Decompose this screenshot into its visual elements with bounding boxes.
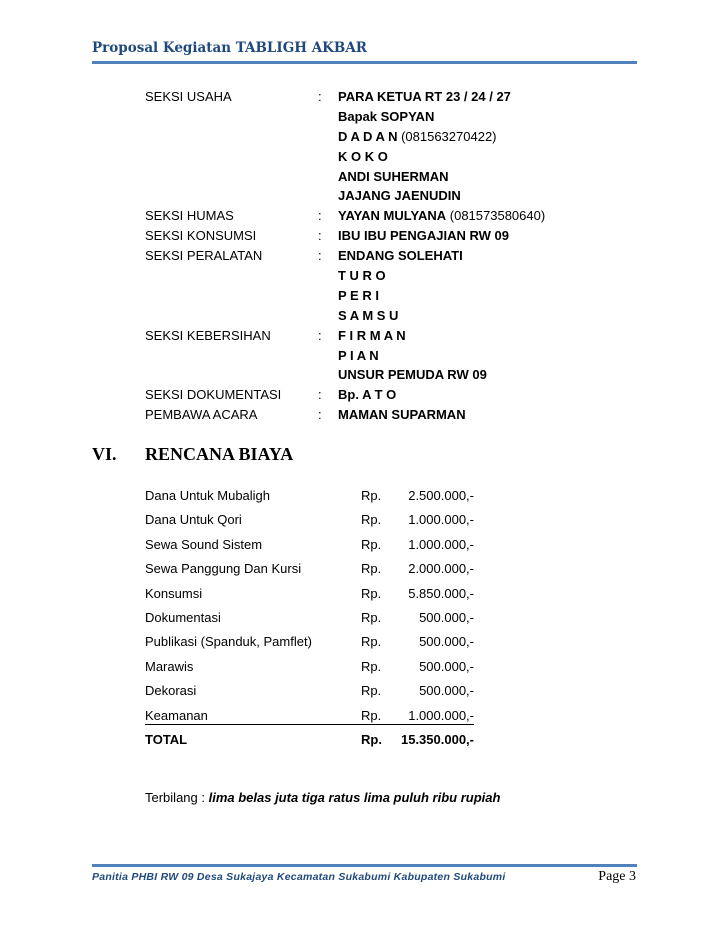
role-person xyxy=(338,286,379,306)
role-person-name: Bp. A T O xyxy=(338,387,397,403)
budget-row xyxy=(145,679,480,703)
budget-row xyxy=(145,533,480,557)
role-person-name: ANDI SUHERMAN xyxy=(338,168,449,184)
role-row xyxy=(145,127,645,147)
role-person xyxy=(338,266,386,286)
role-row xyxy=(145,405,645,425)
budget-item: Sewa Panggung Dan Kursi xyxy=(145,561,302,577)
role-person-name: ENDANG SOLEHATI xyxy=(338,248,463,264)
role-person xyxy=(338,87,511,107)
role-colon xyxy=(318,365,338,385)
role-colon xyxy=(318,266,338,286)
budget-amount: 5.850.000,- xyxy=(408,585,474,601)
budget-item: Dana Untuk Qori xyxy=(145,512,242,528)
role-person-name: UNSUR PEMUDA RW 09 xyxy=(338,367,487,383)
budget-amount: 2.000.000,- xyxy=(408,561,474,577)
role-row xyxy=(145,87,645,107)
role-colon: : xyxy=(318,387,322,403)
header-title: Proposal Kegiatan TABLIGH AKBAR xyxy=(92,40,368,56)
role-row xyxy=(145,306,645,326)
budget-item: Konsumsi xyxy=(145,585,203,601)
role-person-name: F I R M A N xyxy=(338,327,406,343)
role-label xyxy=(145,167,318,187)
budget-amount: 1.000.000,- xyxy=(408,536,474,552)
page-number: Page 3 xyxy=(598,869,636,884)
role-person-name: Bapak SOPYAN xyxy=(338,108,435,124)
role-person-name: S A M S U xyxy=(338,307,399,323)
budget-item: Dekorasi xyxy=(145,683,197,699)
role-row xyxy=(145,365,645,385)
role-label xyxy=(145,147,318,167)
role-label xyxy=(145,127,318,147)
role-person xyxy=(338,167,449,187)
role-colon xyxy=(318,286,338,306)
role-row xyxy=(145,147,645,167)
role-person xyxy=(338,127,497,147)
role-person-name: IBU IBU PENGAJIAN RW 09 xyxy=(338,228,509,244)
budget-amount: 500.000,- xyxy=(419,609,474,625)
role-colon xyxy=(318,346,338,366)
role-colon: : xyxy=(318,407,322,423)
budget-amount: 1.000.000,- xyxy=(408,707,474,723)
budget-amount: 2.500.000,- xyxy=(408,488,474,503)
role-person xyxy=(338,246,463,266)
role-label: SEKSI PERALATAN xyxy=(145,248,263,264)
role-colon xyxy=(318,127,338,147)
section-title: RENCANA BIAYA xyxy=(145,444,294,464)
role-person-name: PARA KETUA RT 23 / 24 / 27 xyxy=(338,89,511,104)
role-label: SEKSI KONSUMSI xyxy=(145,228,257,244)
role-person xyxy=(338,346,379,366)
role-person-phone: (081573580640) xyxy=(446,208,546,224)
budget-currency: Rp. xyxy=(361,488,382,503)
role-label: PEMBAWA ACARA xyxy=(145,407,258,423)
role-label xyxy=(145,306,318,326)
budget-currency: Rp. xyxy=(361,683,382,699)
role-row xyxy=(145,326,645,346)
role-label xyxy=(145,186,318,206)
role-colon: : xyxy=(318,327,322,343)
role-label xyxy=(145,346,318,366)
role-person xyxy=(338,326,406,346)
budget-row xyxy=(145,606,480,630)
role-row xyxy=(145,107,645,127)
budget-currency: Rp. xyxy=(361,536,382,552)
role-label: SEKSI HUMAS xyxy=(145,208,234,224)
role-colon xyxy=(318,306,338,326)
budget-item: Dana Untuk Mubaligh xyxy=(145,488,271,503)
total-label: TOTAL xyxy=(145,731,188,747)
role-row xyxy=(145,186,645,206)
budget-item: Sewa Sound Sistem xyxy=(145,536,263,552)
budget-currency: Rp. xyxy=(361,585,382,601)
budget-row xyxy=(145,582,480,606)
budget-row xyxy=(145,630,480,654)
budget-item: Dokumentasi xyxy=(145,609,221,625)
budget-row xyxy=(145,508,480,532)
budget-row xyxy=(145,655,480,679)
role-colon: : xyxy=(318,228,322,244)
header-divider xyxy=(92,61,637,64)
role-person xyxy=(338,385,396,405)
terbilang-label: Terbilang : xyxy=(145,790,209,805)
role-row xyxy=(145,346,645,366)
budget-amount: 1.000.000,- xyxy=(408,512,474,528)
committee-roles-list xyxy=(145,87,645,425)
role-label: SEKSI USAHA xyxy=(145,89,232,104)
role-row xyxy=(145,385,645,405)
budget-item: Keamanan xyxy=(145,707,208,723)
role-colon xyxy=(318,147,338,167)
budget-row xyxy=(145,704,480,728)
role-colon xyxy=(318,107,338,127)
budget-item: Marawis xyxy=(145,658,194,674)
role-label xyxy=(145,286,318,306)
role-person-name: P E R I xyxy=(338,287,379,303)
role-person xyxy=(338,147,388,167)
section-number: VI. xyxy=(92,444,117,464)
budget-currency: Rp. xyxy=(361,609,382,625)
budget-amount: 500.000,- xyxy=(419,683,474,699)
budget-currency: Rp. xyxy=(361,512,382,528)
budget-currency: Rp. xyxy=(361,658,382,674)
role-row xyxy=(145,167,645,187)
role-row xyxy=(145,286,645,306)
budget-currency: Rp. xyxy=(361,707,382,723)
footer-divider xyxy=(92,864,637,867)
total-currency: Rp. xyxy=(361,731,382,747)
role-person-name: MAMAN SUPARMAN xyxy=(338,407,466,423)
role-person xyxy=(338,107,434,127)
role-person-name: D A D A N xyxy=(338,128,398,144)
role-colon: : xyxy=(318,89,322,104)
role-person xyxy=(338,306,398,326)
role-colon: : xyxy=(318,208,322,224)
terbilang-words: lima belas juta tiga ratus lima puluh ribu rupiah xyxy=(208,790,501,805)
role-person-phone: (081563270422) xyxy=(397,128,497,144)
role-label xyxy=(145,107,318,127)
role-person xyxy=(338,226,509,246)
budget-amount: 500.000,- xyxy=(419,658,474,674)
role-row xyxy=(145,206,645,226)
role-person-name: JAJANG JAENUDIN xyxy=(338,188,461,204)
footer-text: Panitia PHBI RW 09 Desa Sukajaya Kecamatan Sukabumi Kabupaten Sukabumi xyxy=(92,871,506,883)
total-amount: 15.350.000,- xyxy=(400,731,474,747)
amount-in-words xyxy=(145,790,500,805)
section-heading xyxy=(92,444,293,465)
role-row xyxy=(145,266,645,286)
role-colon xyxy=(318,186,338,206)
budget-row xyxy=(145,484,480,508)
budget-table xyxy=(145,484,480,752)
budget-row xyxy=(145,557,480,581)
budget-total-row xyxy=(145,728,480,752)
role-person xyxy=(338,206,545,226)
role-person-name: P I A N xyxy=(338,347,379,363)
role-colon: : xyxy=(318,248,322,264)
budget-currency: Rp. xyxy=(361,634,382,650)
role-person xyxy=(338,186,461,206)
role-label: SEKSI DOKUMENTASI xyxy=(145,387,282,403)
role-colon xyxy=(318,167,338,187)
role-row xyxy=(145,226,645,246)
role-person-name: YAYAN MULYANA xyxy=(338,208,447,224)
budget-amount: 500.000,- xyxy=(419,634,474,650)
role-person xyxy=(338,405,466,425)
role-person-name: T U R O xyxy=(338,268,386,284)
budget-item: Publikasi (Spanduk, Pamflet) xyxy=(145,634,312,650)
role-label: SEKSI KEBERSIHAN xyxy=(145,327,271,343)
budget-currency: Rp. xyxy=(361,561,382,577)
role-person xyxy=(338,365,487,385)
role-row xyxy=(145,246,645,266)
role-label xyxy=(145,266,318,286)
role-person-name: K O K O xyxy=(338,148,388,164)
role-label xyxy=(145,365,318,385)
